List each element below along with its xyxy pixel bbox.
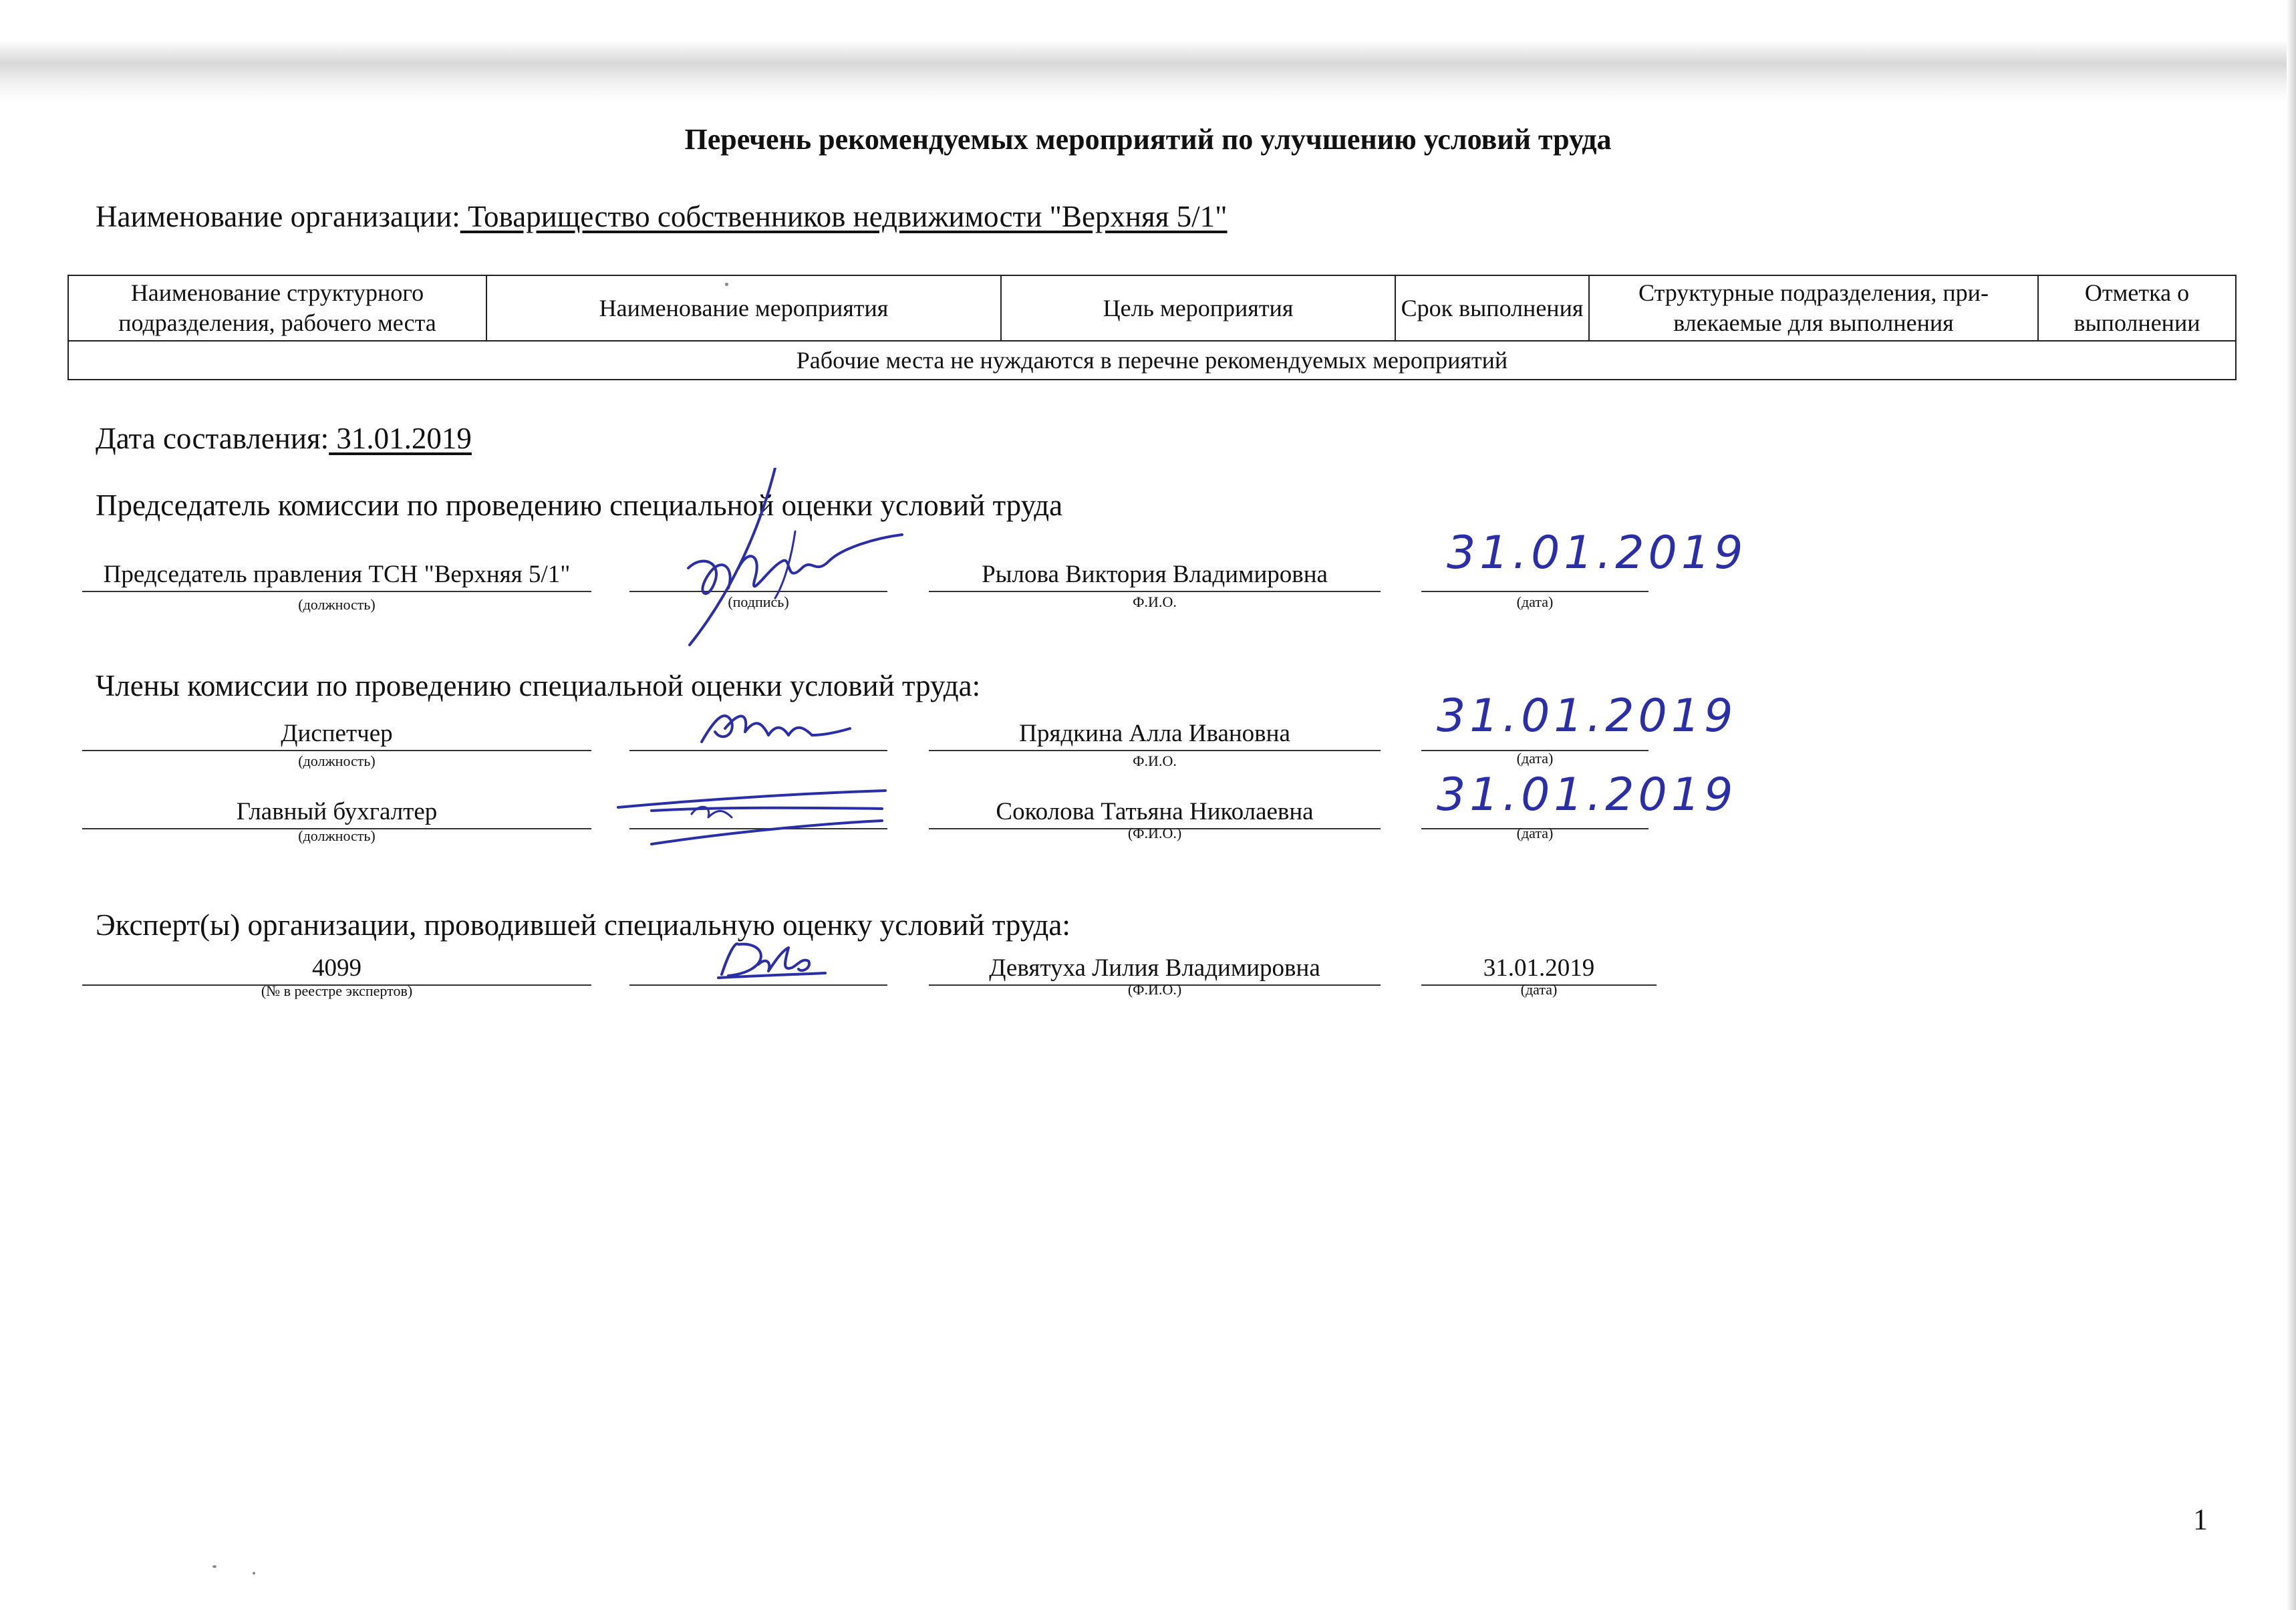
scan-shadow-right <box>2287 0 2296 1610</box>
member-1-date-caption: (дата) <box>1516 750 1554 767</box>
member-2-date-caption: (дата) <box>1516 825 1554 841</box>
compilation-date-label: Дата составления: <box>96 422 329 455</box>
member-2-name: Соколова Татьяна Николаевна <box>929 787 1381 829</box>
chairman-name: Рылова Виктория Владимировна <box>929 549 1381 592</box>
chairman-position: Председатель правления ТСН "Верхняя 5/1" <box>82 519 591 592</box>
compilation-date-value: 31.01.2019 <box>329 422 472 455</box>
measures-table <box>67 275 2237 380</box>
member-2-signature <box>611 781 892 854</box>
member-1-name-caption: Ф.И.О. <box>1133 753 1177 769</box>
expert-name-caption: (Ф.И.О.) <box>1127 981 1182 998</box>
member-1-name: Прядкина Алла Ивановна <box>929 708 1381 751</box>
members-heading: Члены комиссии по проведению специальной оценки условий труда: <box>96 669 981 702</box>
header-departments: Структурные подразделения, при-влекаемые для выполнения <box>1589 275 2038 341</box>
scan-speck <box>253 1572 255 1575</box>
chairman-date-caption: (дата) <box>1516 593 1554 610</box>
member-1-position-caption: (должность) <box>298 753 376 769</box>
chairman-signature <box>675 468 915 648</box>
document-title: Перечень рекомендуемых мероприятий по улучшению условий труда <box>684 123 1612 156</box>
member-1-date-handwritten: 31.01.2019 <box>1437 690 1737 743</box>
scan-speck <box>725 283 728 286</box>
expert-date: 31.01.2019 <box>1421 943 1657 986</box>
page-number: 1 <box>2193 1503 2208 1536</box>
header-completion-mark: Отметка о выполнении <box>2038 275 2236 341</box>
experts-heading: Эксперт(ы) организации, проводившей специальную оценку условий труда: <box>96 908 1070 942</box>
organization-value: Товарищество собственников недвижимости "Верхняя 5/1" <box>460 200 1228 233</box>
header-workplace: Наименование структурного подразделения, рабочего места <box>68 275 486 341</box>
header-measure: Наименование мероприятия <box>486 275 1001 341</box>
table-header-row <box>68 275 2236 341</box>
organization-line <box>96 199 1228 234</box>
scan-shadow-top <box>0 0 2296 100</box>
expert-number-caption: (№ в реестре экспертов) <box>261 982 413 999</box>
header-deadline: Срок выполнения <box>1395 275 1589 341</box>
scan-speck <box>212 1565 217 1568</box>
member-2-position: Главный бухгалтер <box>82 787 591 829</box>
member-2-name-caption: (Ф.И.О.) <box>1127 825 1182 841</box>
chairman-signature-caption: (подпись) <box>728 593 789 610</box>
organization-label: Наименование организации: <box>96 200 460 233</box>
table-note: Рабочие места не нуждаются в перечне рекомендуемых мероприятий <box>68 341 2236 380</box>
chairman-name-caption: Ф.И.О. <box>1133 593 1177 610</box>
member-2-position-caption: (должность) <box>298 827 376 844</box>
header-goal: Цель мероприятия <box>1001 275 1395 341</box>
chairman-position-caption: (должность) <box>298 596 376 613</box>
expert-number: 4099 <box>82 943 591 986</box>
expert-name: Девятуха Лилия Владимировна <box>929 943 1381 986</box>
chairman-heading: Председатель комиссии по проведению специальной оценки условий труда <box>96 489 1063 522</box>
member-2-date-handwritten: 31.01.2019 <box>1437 769 1737 821</box>
chairman-date-handwritten: 31.01.2019 <box>1447 527 1747 579</box>
member-1-signature <box>695 705 855 752</box>
expert-date-caption: (дата) <box>1520 981 1558 998</box>
expert-signature <box>708 934 829 984</box>
table-row <box>68 341 2236 380</box>
member-1-position: Диспетчер <box>82 708 591 751</box>
compilation-date-line <box>96 421 472 456</box>
